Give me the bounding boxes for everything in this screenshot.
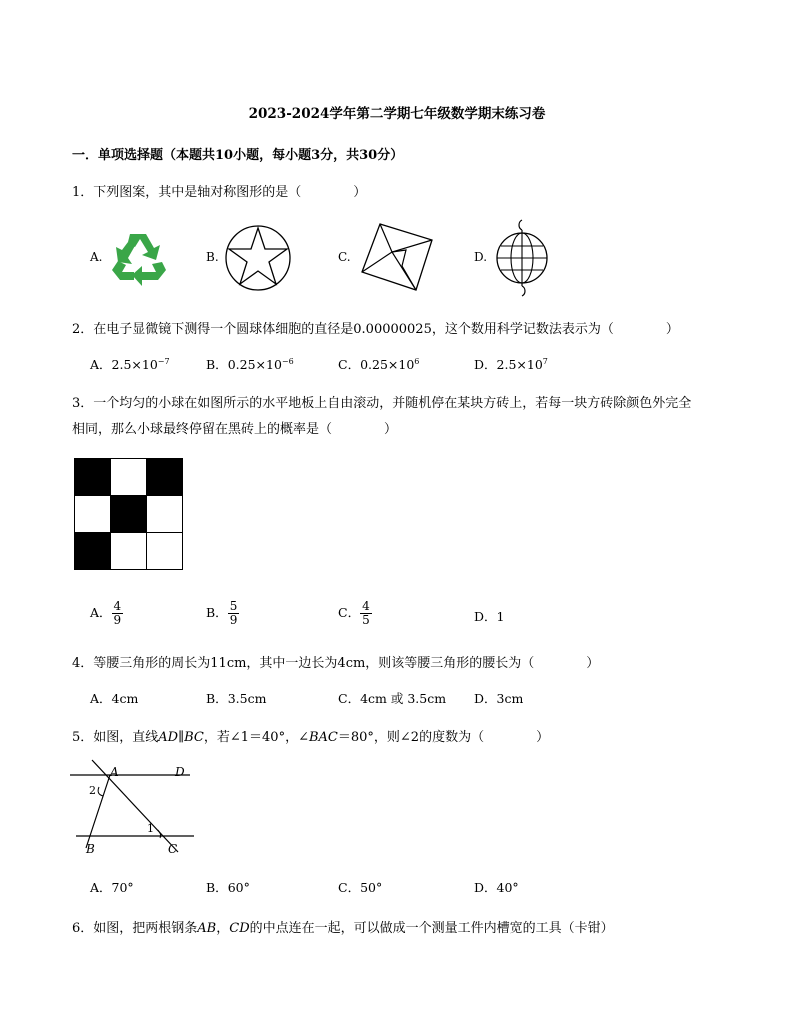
globe-icon [492,216,552,300]
point-d-label: D [175,765,185,779]
option-label: D． [474,691,497,706]
option-exponent: 7 [542,357,548,366]
question-4-stem: 4．等腰三角形的周长为11cm，其中一边长为4cm，则该等腰三角形的腰长为（ ） [72,656,600,671]
option-exponent: −6 [281,357,294,366]
option-exponent: −7 [157,357,170,366]
point-a-label: A [110,765,119,779]
q1-option-d-label: D. [474,250,488,264]
parallel-symbol: ∥ [178,730,185,745]
q4-option-c [338,689,446,707]
point-c-label: C [168,842,178,856]
q5-option-a [90,878,134,896]
stem-text: 5．如图，直线 [72,730,159,745]
option-base: 0.25×10 [227,357,282,372]
option-label: B． [206,880,228,895]
stem-text: 的中点连在一起，可以做成一个测量工件内槽宽的工具（卡钳） [249,921,614,936]
q1-option-b-label: B. [206,250,219,264]
numerator: 4 [362,599,370,613]
white-tile [111,533,147,570]
q2-option-c [338,355,419,373]
q1-option-a-label: A. [90,250,103,264]
rotated-square-pinwheel-icon [358,220,434,292]
q3-option-d [474,607,504,625]
q2-option-a [90,355,170,373]
white-tile [75,496,111,533]
recycle-icon [108,230,168,284]
black-tile [75,533,111,570]
option-label: B． [206,691,228,706]
q4-option-b [206,689,266,707]
angle-bac: BAC [308,730,338,745]
option-label: A． [90,605,112,620]
question-2-stem: 2．在电子显微镜下测得一个圆球体细胞的直径是0.00000025，这个数用科学记数法表示为（ ） [72,322,679,337]
line-bc: BC [184,730,204,745]
angle-1-label: 1 [147,822,154,835]
line-ad: AD [158,730,179,745]
q5-option-c [338,878,382,896]
denominator: 9 [229,613,238,627]
denominator: 5 [362,613,370,627]
option-label: A． [90,880,112,895]
question-3-stem-line1: 3．一个均匀的小球在如图所示的水平地板上自由滚动，并随机停在某块方砖上，若每一块方砖除颜色外完全 [72,396,692,411]
numerator: 4 [113,599,122,613]
q3-option-b [206,600,239,627]
option-value: 4cm 或 3.5cm [360,691,447,706]
page-title: 2023-2024学年第二学期七年级数学期末练习卷 [248,106,546,122]
option-value: 50° [360,880,383,895]
option-label: B． [206,357,228,372]
white-tile [111,459,147,496]
question-1-stem: 1．下列图案，其中是轴对称图形的是（ ） [72,185,367,200]
q5-option-d [474,878,519,896]
black-tile [147,459,183,496]
bar-cd: CD [229,921,250,936]
white-tile [147,533,183,570]
point-b-label: B [86,842,95,856]
fraction [228,600,240,627]
option-value: 3.5cm [227,691,267,706]
q1-option-c-label: C. [338,250,351,264]
angle-2-label: 2 [89,784,96,797]
q4-option-d [474,689,523,707]
black-tile [75,459,111,496]
option-label: C． [338,357,361,372]
white-tile [147,496,183,533]
star-in-circle-icon [224,224,292,292]
q4-option-a [90,689,138,707]
fraction [360,600,372,627]
option-label: D． [474,609,497,624]
option-base: 2.5×10 [496,357,543,372]
tile-grid-figure [74,458,184,570]
option-label: D． [474,880,497,895]
option-label: A． [90,691,112,706]
section-heading: 一．单项选择题（本题共10小题，每小题3分，共30分） [72,148,404,163]
stem-text: ， [216,921,230,936]
stem-text: ，若∠1＝40°，∠ [203,730,309,745]
fraction [112,600,124,627]
option-base: 2.5×10 [111,357,158,372]
option-value: 4cm [111,691,139,706]
option-label: C． [338,880,361,895]
option-label: A． [90,357,112,372]
option-exponent: 6 [414,357,420,366]
q3-option-c [338,600,372,627]
denominator: 9 [113,613,122,627]
option-value: 3cm [496,691,524,706]
option-base: 0.25×10 [360,357,415,372]
q2-option-d [474,355,548,373]
option-label: C． [338,605,361,620]
question-6-stem [72,917,614,936]
question-3-stem-line2: 相同，那么小球最终停留在黑砖上的概率是（ ） [72,422,398,437]
numerator: 5 [229,599,238,613]
option-value: 70° [111,880,134,895]
option-label: C． [338,691,361,706]
option-label: B． [206,605,228,620]
q3-option-a [90,600,123,627]
q5-option-b [206,878,250,896]
stem-text: ＝80°，则∠2的度数为（ ） [337,730,550,745]
bar-ab: AB [197,921,217,936]
black-tile [111,496,147,533]
option-value: 40° [496,880,519,895]
stem-text: 6．如图，把两根钢条 [72,921,198,936]
option-value: 1 [496,609,505,624]
option-value: 60° [227,880,250,895]
q2-option-b [206,355,294,373]
question-5-stem [72,726,549,745]
option-label: D． [474,357,497,372]
